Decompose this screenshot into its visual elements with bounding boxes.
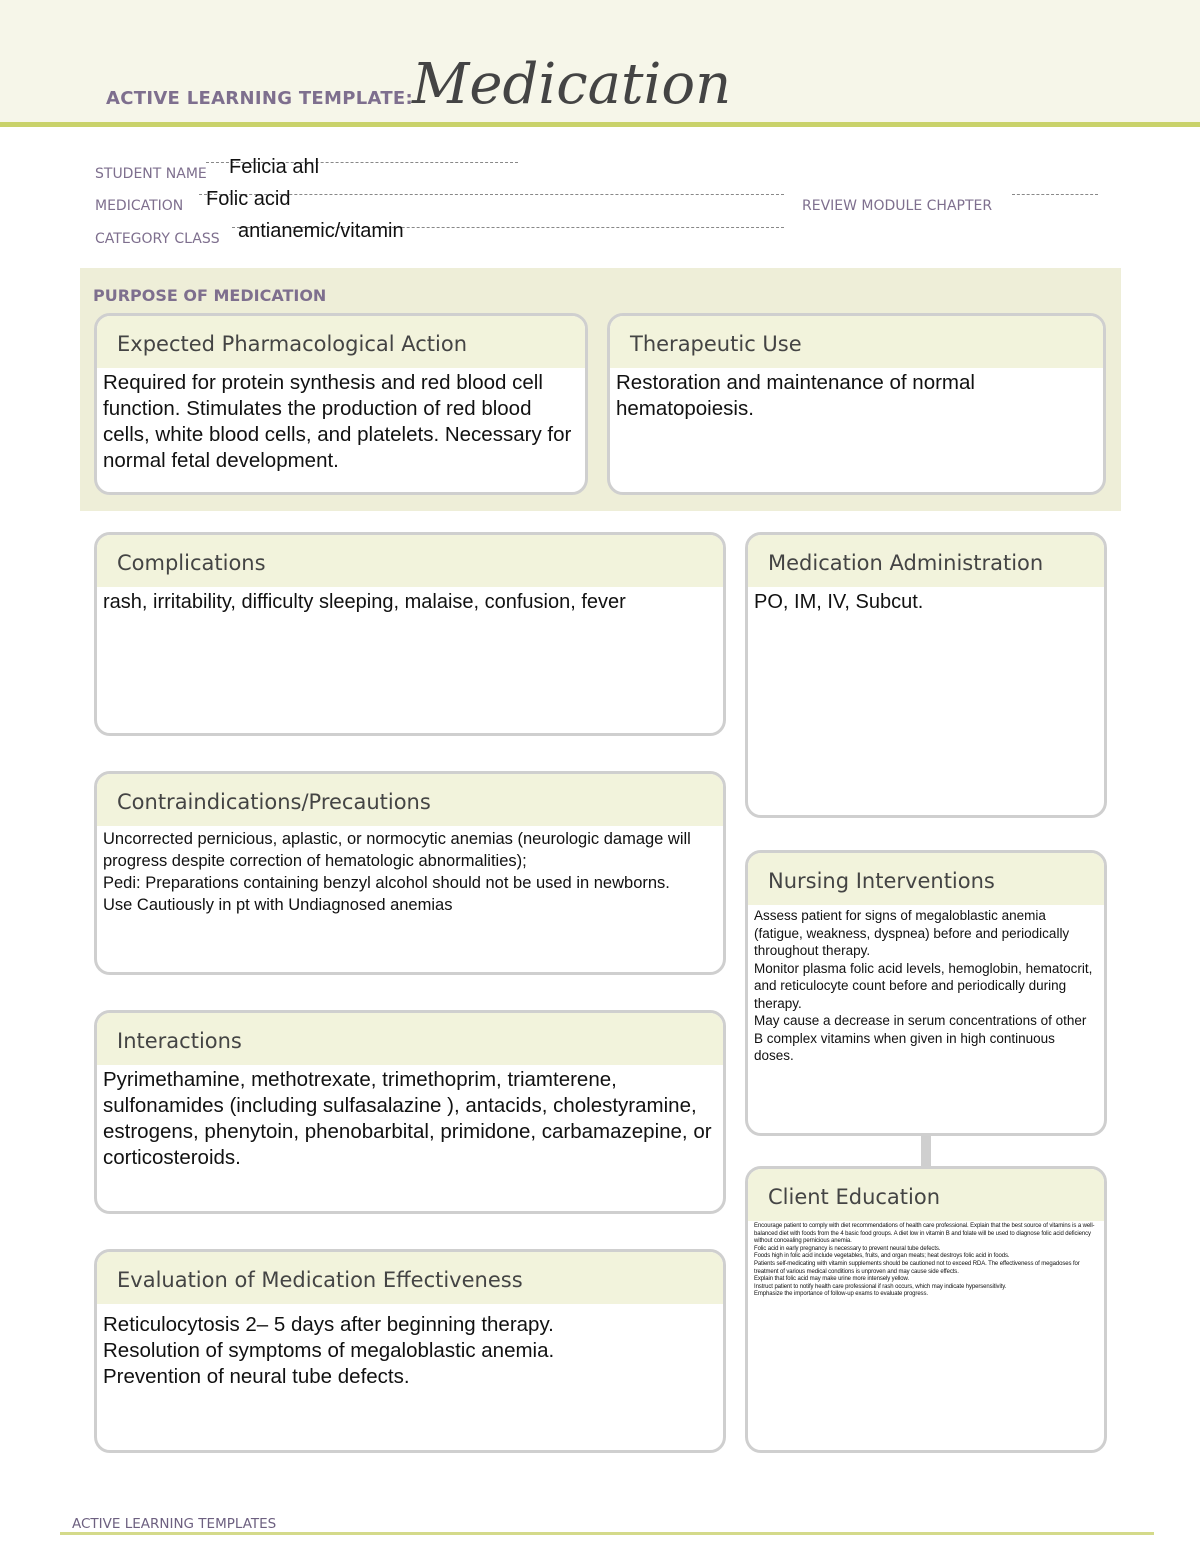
contraindications-line: Use Cautiously in pt with Undiagnosed anemias [103, 896, 453, 914]
category-class-field[interactable]: antianemic/vitamin [238, 220, 404, 242]
evaluation-line: Resolution of symptoms of megaloblastic anemia. [103, 1339, 555, 1362]
evaluation-line: Reticulocytosis 2– 5 days after beginning therapy. [103, 1313, 554, 1336]
evaluation-text[interactable] [97, 1304, 723, 1390]
expected-action-title: Expected Pharmacological Action [117, 332, 468, 356]
interactions-title: Interactions [117, 1029, 242, 1053]
evaluation-header [97, 1252, 723, 1304]
therapeutic-use-title: Therapeutic Use [630, 332, 802, 356]
complications-header [97, 535, 723, 587]
interactions-box [94, 1010, 726, 1214]
client-education-line: Emphasize the importance of follow-up exams to evaluate progress. [754, 1291, 928, 1298]
contraindications-header [97, 774, 723, 826]
expected-action-box [94, 313, 588, 495]
administration-text[interactable]: PO, IM, IV, Subcut. [754, 591, 924, 613]
expected-action-text[interactable]: Required for protein synthesis and red blood cell function. Stimulates the production of red blood cells, white blood cells, and platelets. Necessary for normal fetal development. [103, 371, 572, 472]
client-education-line: Encourage patient to comply with diet recommendations of health care professional. Explain that the best source of vitamins is a well-balanced diet with foods from the 4 basic food groups. A diet low in vitamin B and folate will be used to diagnose folic acid deficiency without concealing pernicious anemia. [754, 1223, 1095, 1245]
nursing-interventions-text[interactable] [748, 905, 1104, 1065]
medication-field[interactable]: Folic acid [206, 188, 291, 210]
evaluation-line: Prevention of neural tube defects. [103, 1365, 410, 1388]
footer-divider [60, 1532, 1154, 1535]
therapeutic-use-box [607, 313, 1106, 495]
evaluation-title: Evaluation of Medication Effectiveness [117, 1268, 523, 1292]
interactions-header [97, 1013, 723, 1065]
student-name-label: STUDENT NAME [95, 166, 207, 182]
page-title: Medication [412, 52, 732, 117]
header-divider [0, 122, 1200, 127]
contraindications-box [94, 771, 726, 975]
nursing-interventions-line: May cause a decrease in serum concentrations of other B complex vitamins when given in high continuous doses. [754, 1013, 1087, 1063]
footer-text: ACTIVE LEARNING TEMPLATES [72, 1516, 277, 1532]
administration-title: Medication Administration [768, 551, 1044, 575]
contraindications-line: Pedi: Preparations containing benzyl alcohol should not be used in newborns. [103, 874, 670, 892]
medication-label: MEDICATION [95, 198, 184, 214]
administration-box [745, 532, 1107, 818]
evaluation-box [94, 1249, 726, 1453]
contraindications-text[interactable] [97, 826, 723, 916]
nursing-interventions-header [748, 853, 1104, 905]
connector-bar [921, 1135, 931, 1167]
client-education-line: Folic acid in early pregnancy is necessary to prevent neural tube defects. [754, 1245, 941, 1252]
contraindications-title: Contraindications/Precautions [117, 790, 431, 814]
student-name-field[interactable]: Felicia ahl [229, 156, 320, 178]
client-education-line: Foods high in folic acid include vegetables, fruits, and organ meats; heat destroys folic acid in foods. [754, 1253, 1010, 1260]
complications-box [94, 532, 726, 736]
complications-text[interactable]: rash, irritability, difficulty sleeping, malaise, confusion, fever [103, 591, 626, 613]
client-education-line: Patients self-medicating with vitamin supplements should be cautioned not to exceed RDA. The effectiveness of megadoses for treatment of various medical conditions is unproven and may cause side effects. [754, 1260, 1080, 1275]
review-module-line [1012, 194, 1098, 195]
therapeutic-use-header [610, 316, 1103, 368]
administration-header [748, 535, 1104, 587]
category-class-label: CATEGORY CLASS [95, 231, 220, 247]
purpose-title: PURPOSE OF MEDICATION [93, 286, 327, 305]
complications-title: Complications [117, 551, 266, 575]
therapeutic-use-text[interactable]: Restoration and maintenance of normal hematopoiesis. [616, 371, 975, 420]
expected-action-header [97, 316, 585, 368]
client-education-line: Instruct patient to notify health care professional if rash occurs, which may indicate hypersensitivity. [754, 1283, 1007, 1290]
client-education-text[interactable] [748, 1221, 1104, 1299]
client-education-box [745, 1166, 1107, 1453]
nursing-interventions-line: Assess patient for signs of megaloblastic anemia (fatigue, weakness, dyspnea) before and periodically throughout therapy. [754, 908, 1070, 958]
nursing-interventions-box [745, 850, 1107, 1136]
client-education-title: Client Education [768, 1185, 941, 1209]
nursing-interventions-line: Monitor plasma folic acid levels, hemoglobin, hematocrit, and reticulocyte count before and periodically during therapy. [754, 960, 1093, 1011]
template-label: ACTIVE LEARNING TEMPLATE: [106, 88, 413, 109]
interactions-text[interactable]: Pyrimethamine, methotrexate, trimethoprim, triamterene, sulfonamides (including sulfasalazine ), antacids, cholestyramine, estrogens, phenytoin, phenobarbital, primidone, carbamazepine, or corticosteroids. [103, 1068, 712, 1169]
review-module-label: REVIEW MODULE CHAPTER [802, 198, 993, 214]
client-education-header [748, 1169, 1104, 1221]
nursing-interventions-title: Nursing Interventions [768, 869, 995, 893]
client-education-line: Explain that folic acid may make urine more intensely yellow. [754, 1276, 909, 1283]
contraindications-line: Uncorrected pernicious, aplastic, or normocytic anemias (neurologic damage will progress despite correction of hematologic abnormalities); [103, 830, 691, 870]
